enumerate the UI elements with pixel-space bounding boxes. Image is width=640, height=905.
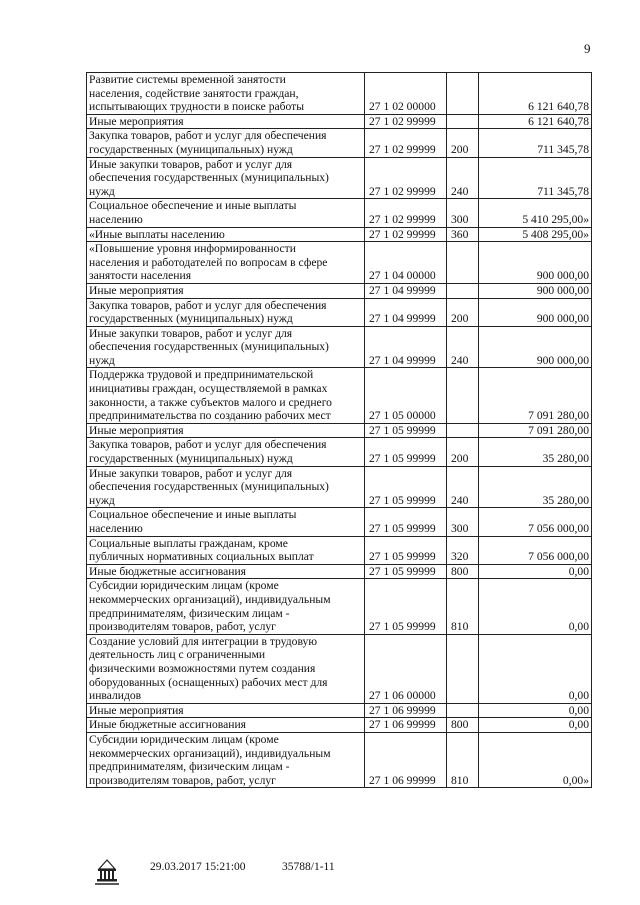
row-type: 240 xyxy=(447,466,479,508)
footer-date: 29.03.2017 15:21:00 xyxy=(150,861,246,873)
row-sum: 0,00 xyxy=(479,634,592,703)
budget-table-body xyxy=(87,73,592,788)
footer-doc-ref: 35788/1-11 xyxy=(282,861,335,873)
row-name: Иные закупки товаров, работ и услуг для обеспечения государственных (муниципальных) нужд xyxy=(87,326,365,368)
row-name: Социальные выплаты гражданам, кроме публичных нормативных социальных выплат xyxy=(87,536,365,564)
table-row xyxy=(87,298,592,326)
row-code: 27 1 02 99999 xyxy=(365,227,447,242)
table-row xyxy=(87,368,592,423)
row-sum: 7 056 000,00 xyxy=(479,536,592,564)
row-sum: 900 000,00 xyxy=(479,283,592,298)
row-code: 27 1 06 99999 xyxy=(365,732,447,787)
row-code: 27 1 05 99999 xyxy=(365,466,447,508)
row-type: 800 xyxy=(447,718,479,733)
table-row xyxy=(87,423,592,438)
row-sum: 35 280,00 xyxy=(479,466,592,508)
row-sum: 5 408 295,00» xyxy=(479,227,592,242)
row-type xyxy=(447,423,479,438)
row-sum: 0,00 xyxy=(479,579,592,634)
row-sum: 711 345,78 xyxy=(479,157,592,199)
row-name: Субсидии юридическим лицам (кроме некоммерческих организаций), индивидуальным предпринимателям, физическим лицам - производителям товаров, работ, услуг xyxy=(87,579,365,634)
row-code: 27 1 05 99999 xyxy=(365,564,447,579)
row-name: «Иные выплаты населению xyxy=(87,227,365,242)
row-name: Иные мероприятия xyxy=(87,703,365,718)
row-name: Иные закупки товаров, работ и услуг для обеспечения государственных (муниципальных) нужд xyxy=(87,157,365,199)
row-code: 27 1 05 99999 xyxy=(365,438,447,466)
row-code: 27 1 05 00000 xyxy=(365,368,447,423)
table-row xyxy=(87,227,592,242)
row-name: Иные закупки товаров, работ и услуг для обеспечения государственных (муниципальных) нужд xyxy=(87,466,365,508)
row-sum: 0,00» xyxy=(479,732,592,787)
row-name: Иные бюджетные ассигнования xyxy=(87,718,365,733)
row-sum: 7 056 000,00 xyxy=(479,508,592,536)
table-row xyxy=(87,129,592,157)
table-row xyxy=(87,564,592,579)
row-code: 27 1 04 99999 xyxy=(365,326,447,368)
row-sum: 6 121 640,78 xyxy=(479,114,592,129)
row-name: Развитие системы временной занятости населения, содействие занятости граждан, испытывающих трудности в поиске работы xyxy=(87,73,365,115)
row-name: «Повышение уровня информированности населения и работодателей по вопросам в сфере занятости населения xyxy=(87,242,365,284)
row-code: 27 1 05 99999 xyxy=(365,423,447,438)
row-name: Иные мероприятия xyxy=(87,283,365,298)
row-sum: 900 000,00 xyxy=(479,298,592,326)
table-row xyxy=(87,732,592,787)
row-type: 810 xyxy=(447,579,479,634)
row-name: Иные мероприятия xyxy=(87,114,365,129)
row-sum: 35 280,00 xyxy=(479,438,592,466)
table-row xyxy=(87,283,592,298)
table-row xyxy=(87,242,592,284)
row-sum: 900 000,00 xyxy=(479,326,592,368)
row-code: 27 1 06 99999 xyxy=(365,718,447,733)
row-code: 27 1 05 99999 xyxy=(365,579,447,634)
row-type xyxy=(447,73,479,115)
row-type: 320 xyxy=(447,536,479,564)
row-code: 27 1 04 00000 xyxy=(365,242,447,284)
row-type xyxy=(447,114,479,129)
row-sum: 7 091 280,00 xyxy=(479,368,592,423)
row-name: Социальное обеспечение и иные выплаты населению xyxy=(87,508,365,536)
row-code: 27 1 04 99999 xyxy=(365,298,447,326)
row-code: 27 1 05 99999 xyxy=(365,508,447,536)
row-sum: 0,00 xyxy=(479,718,592,733)
row-type: 240 xyxy=(447,157,479,199)
table-row xyxy=(87,718,592,733)
row-name: Социальное обеспечение и иные выплаты населению xyxy=(87,199,365,227)
row-type: 240 xyxy=(447,326,479,368)
table-row xyxy=(87,634,592,703)
row-type xyxy=(447,634,479,703)
row-type: 800 xyxy=(447,564,479,579)
row-type: 200 xyxy=(447,129,479,157)
table-row xyxy=(87,199,592,227)
row-code: 27 1 02 99999 xyxy=(365,129,447,157)
row-type xyxy=(447,368,479,423)
row-name: Иные бюджетные ассигнования xyxy=(87,564,365,579)
row-type: 200 xyxy=(447,438,479,466)
table-row xyxy=(87,508,592,536)
table-row xyxy=(87,579,592,634)
row-code: 27 1 06 99999 xyxy=(365,703,447,718)
row-name: Иные мероприятия xyxy=(87,423,365,438)
row-name: Закупка товаров, работ и услуг для обеспечения государственных (муниципальных) нужд xyxy=(87,438,365,466)
duma-emblem-icon xyxy=(92,857,122,887)
row-code: 27 1 06 00000 xyxy=(365,634,447,703)
row-name: Закупка товаров, работ и услуг для обеспечения государственных (муниципальных) нужд xyxy=(87,298,365,326)
row-type: 300 xyxy=(447,508,479,536)
row-sum: 5 410 295,00» xyxy=(479,199,592,227)
row-sum: 0,00 xyxy=(479,703,592,718)
page-number: 9 xyxy=(584,41,591,56)
table-row xyxy=(87,466,592,508)
row-type xyxy=(447,283,479,298)
row-name: Субсидии юридическим лицам (кроме некоммерческих организаций), индивидуальным предпринимателям, физическим лицам - производителям товаров, работ, услуг xyxy=(87,732,365,787)
row-type: 200 xyxy=(447,298,479,326)
table-row xyxy=(87,536,592,564)
row-code: 27 1 04 99999 xyxy=(365,283,447,298)
budget-table xyxy=(86,72,592,788)
row-sum: 900 000,00 xyxy=(479,242,592,284)
row-code: 27 1 02 00000 xyxy=(365,73,447,115)
table-row xyxy=(87,326,592,368)
row-sum: 0,00 xyxy=(479,564,592,579)
row-code: 27 1 02 99999 xyxy=(365,199,447,227)
table-row xyxy=(87,703,592,718)
row-name: Закупка товаров, работ и услуг для обеспечения государственных (муниципальных) нужд xyxy=(87,129,365,157)
row-sum: 711 345,78 xyxy=(479,129,592,157)
row-type xyxy=(447,242,479,284)
row-type: 300 xyxy=(447,199,479,227)
row-code: 27 1 05 99999 xyxy=(365,536,447,564)
row-code: 27 1 02 99999 xyxy=(365,114,447,129)
table-row xyxy=(87,73,592,115)
row-name: Создание условий для интеграции в трудовую деятельность лиц с ограниченными физическими возможностями путем создания оборудованных (оснащенных) рабочих мест для инвалидов xyxy=(87,634,365,703)
table-row xyxy=(87,157,592,199)
row-code: 27 1 02 99999 xyxy=(365,157,447,199)
row-sum: 6 121 640,78 xyxy=(479,73,592,115)
row-type: 810 xyxy=(447,732,479,787)
table-row xyxy=(87,114,592,129)
row-sum: 7 091 280,00 xyxy=(479,423,592,438)
row-name: Поддержка трудовой и предпринимательской инициативы граждан, осуществляемой в рамках законности, а также субъектов малого и среднего предпринимательства по созданию рабочих мест xyxy=(87,368,365,423)
row-type xyxy=(447,703,479,718)
row-type: 360 xyxy=(447,227,479,242)
table-row xyxy=(87,438,592,466)
